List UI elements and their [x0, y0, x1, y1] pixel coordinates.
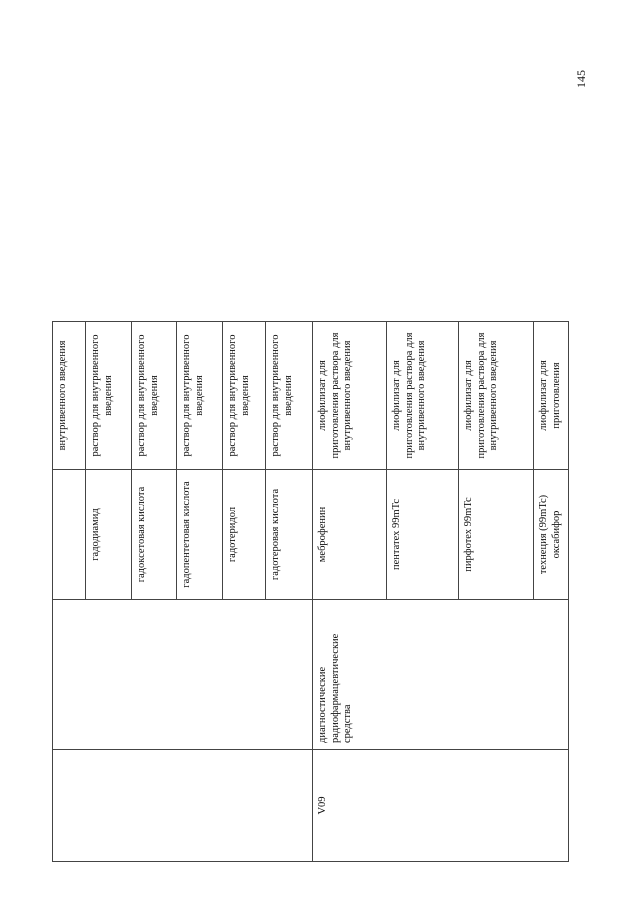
group-cell: диагностические радиофармацевтические средства	[313, 600, 387, 750]
table-row	[266, 322, 313, 862]
preparation-cell: гадотеровая кислота	[266, 470, 313, 600]
atc-code-cell	[86, 750, 132, 862]
group-cell	[132, 600, 177, 750]
preparation-cell: гадопентетовая кислота	[177, 470, 223, 600]
dosage-form-cell: раствор для внутривенного введения	[86, 322, 132, 470]
atc-code-cell	[177, 750, 223, 862]
preparation-cell: технеция (99mTc) оксабифор	[534, 470, 569, 600]
preparation-cell: гадотеридол	[223, 470, 266, 600]
table-row	[534, 322, 569, 862]
group-cell	[387, 600, 459, 750]
drug-table	[52, 321, 569, 862]
table-row	[387, 322, 459, 862]
table-row	[223, 322, 266, 862]
dosage-form-cell: раствор для внутривенного введения	[177, 322, 223, 470]
group-cell	[86, 600, 132, 750]
group-cell	[534, 600, 569, 750]
atc-code-cell	[459, 750, 534, 862]
preparation-cell: меброфенин	[313, 470, 387, 600]
atc-code-cell	[534, 750, 569, 862]
dosage-form-cell: раствор для внутривенного введения	[223, 322, 266, 470]
preparation-cell: пентатех 99mTc	[387, 470, 459, 600]
dosage-form-cell: раствор для внутривенного введения	[132, 322, 177, 470]
group-cell	[53, 600, 86, 750]
rotated-table-container	[52, 322, 568, 862]
dosage-form-cell: лиофилизат для приготовления раствора для внутривенного введения	[459, 322, 534, 470]
page-number: 145	[574, 70, 588, 88]
dosage-form-cell: лиофилизат для приготовления раствора для внутривенного введения	[387, 322, 459, 470]
atc-code-cell	[387, 750, 459, 862]
group-cell	[177, 600, 223, 750]
preparation-cell: пирфотех 99mTc	[459, 470, 534, 600]
dosage-form-cell: лиофилизат для приготовления раствора для внутривенного введения	[313, 322, 387, 470]
preparation-cell: гадодиамид	[86, 470, 132, 600]
preparation-cell	[53, 470, 86, 600]
dosage-form-cell: внутривенного введения	[53, 322, 86, 470]
atc-code-cell	[266, 750, 313, 862]
table-row	[86, 322, 132, 862]
dosage-form-cell: лиофилизат для приготовления	[534, 322, 569, 470]
group-cell	[266, 600, 313, 750]
group-cell	[459, 600, 534, 750]
atc-code-cell	[132, 750, 177, 862]
table-row	[313, 322, 387, 862]
table-row	[459, 322, 534, 862]
preparation-cell: гадоксетовая кислота	[132, 470, 177, 600]
table-row	[53, 322, 86, 862]
atc-code-cell	[223, 750, 266, 862]
group-cell	[223, 600, 266, 750]
dosage-form-cell: раствор для внутривенного введения	[266, 322, 313, 470]
table-row	[177, 322, 223, 862]
atc-code-cell	[53, 750, 86, 862]
table-row	[132, 322, 177, 862]
atc-code-cell: V09	[313, 750, 387, 862]
